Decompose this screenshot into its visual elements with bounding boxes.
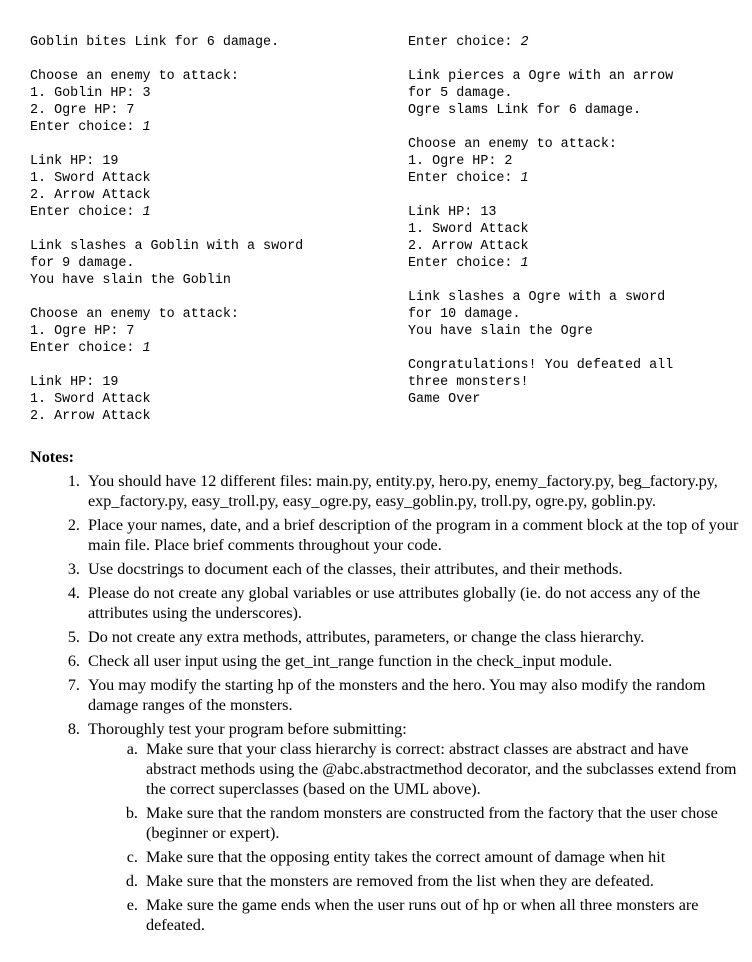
console-line <box>408 238 673 255</box>
note-text: Use docstrings to document each of the classes, their attributes, and their methods. <box>88 560 623 578</box>
console-line <box>408 34 673 51</box>
console-line <box>30 391 303 408</box>
console-line-text: for 10 damage. <box>408 307 521 322</box>
console-line <box>408 340 673 357</box>
console-line-text: Enter choice: <box>408 171 521 186</box>
console-line-text: Link HP: 19 <box>30 375 119 390</box>
console-line <box>30 136 303 153</box>
console-line-text: 1. Ogre HP: 2 <box>408 154 513 169</box>
console-line-text: 1. Sword Attack <box>408 222 529 237</box>
console-line <box>30 204 303 221</box>
console-line <box>408 306 673 323</box>
note-subitem: e. Make sure the game ends when the user runs out of hp or when all three monsters are defeated. <box>142 895 742 935</box>
console-line-text: 2. Arrow Attack <box>408 239 529 254</box>
console-line-text: Enter choice: <box>30 205 143 220</box>
note-subitem: d. Make sure that the monsters are removed from the list when they are defeated. <box>142 871 742 891</box>
console-line <box>408 391 673 408</box>
console-line <box>30 170 303 187</box>
console-line-text: Ogre slams Link for 6 damage. <box>408 103 642 118</box>
console-line <box>408 170 673 187</box>
console-line <box>30 306 303 323</box>
console-line-text: 2. Arrow Attack <box>30 188 151 203</box>
user-input-value: 1 <box>520 256 529 271</box>
notes-section <box>30 447 742 939</box>
console-line-text: 2. Arrow Attack <box>30 409 151 424</box>
console-line-text: Link HP: 19 <box>30 154 119 169</box>
console-line <box>408 221 673 238</box>
console-line-text: Choose an enemy to attack: <box>408 137 617 152</box>
console-line-text: 2. Ogre HP: 7 <box>30 103 135 118</box>
note-text: Thoroughly test your program before submitting: <box>88 720 407 738</box>
note-item <box>84 583 742 623</box>
console-line <box>408 136 673 153</box>
notes-heading: Notes: <box>30 448 75 466</box>
console-line <box>408 187 673 204</box>
console-line <box>408 374 673 391</box>
note-text: Place your names, date, and a brief description of the program in a comment block at the top of your main file. Place brief comments throughout your code. <box>88 516 739 554</box>
console-line <box>408 204 673 221</box>
console-line <box>408 102 673 119</box>
console-line <box>408 255 673 272</box>
console-line <box>408 153 673 170</box>
console-line-text: three monsters! <box>408 375 529 390</box>
console-line-text: Choose an enemy to attack: <box>30 69 239 84</box>
note-item <box>84 719 742 935</box>
console-line <box>30 187 303 204</box>
console-line <box>30 119 303 136</box>
console-line-text: 1. Sword Attack <box>30 392 151 407</box>
console-line <box>408 85 673 102</box>
note-subitem: c. Make sure that the opposing entity takes the correct amount of damage when hit <box>142 847 742 867</box>
console-line <box>408 323 673 340</box>
console-line-text: Enter choice: <box>408 256 521 271</box>
note-item <box>84 627 742 647</box>
user-input-value: 1 <box>142 205 151 220</box>
console-line-text: Enter choice: <box>30 120 143 135</box>
console-line <box>30 374 303 391</box>
console-line <box>30 34 303 51</box>
note-text: You should have 12 different files: main.py, entity.py, hero.py, enemy_factory.py, beg_factory.py, exp_factory.py, easy_troll.py, easy_ogre.py, easy_goblin.py, troll.py, ogre.py, goblin.py. <box>88 472 718 510</box>
console-line <box>30 408 303 425</box>
console-line <box>30 340 303 357</box>
console-line-text: 1. Goblin HP: 3 <box>30 86 151 101</box>
console-line <box>408 272 673 289</box>
note-subitem: b. Make sure that the random monsters are constructed from the factory that the user chose (beginner or expert). <box>142 803 742 843</box>
console-line <box>30 153 303 170</box>
console-line <box>30 85 303 102</box>
console-line-text: You have slain the Ogre <box>408 324 593 339</box>
console-line <box>408 68 673 85</box>
console-line-text: Congratulations! You defeated all <box>408 358 674 373</box>
note-item <box>84 675 742 715</box>
user-input-value: 2 <box>520 35 529 50</box>
note-text: Check all user input using the get_int_range function in the check_input module. <box>88 652 613 670</box>
console-line-text: Link HP: 13 <box>408 205 497 220</box>
console-line-text: Link slashes a Goblin with a sword <box>30 239 304 254</box>
console-line <box>408 289 673 306</box>
console-line-text: Enter choice: <box>408 35 521 50</box>
note-text: Please do not create any global variables or use attributes globally (ie. do not access any of the attributes using the underscores). <box>88 584 701 622</box>
note-item <box>84 559 742 579</box>
console-line <box>30 289 303 306</box>
console-line <box>30 221 303 238</box>
notes-list <box>30 471 742 935</box>
console-line <box>408 51 673 68</box>
note-item <box>84 515 742 555</box>
console-line-text: Game Over <box>408 392 481 407</box>
console-line <box>408 119 673 136</box>
console-line <box>30 323 303 340</box>
console-line <box>30 51 303 68</box>
user-input-value: 1 <box>520 171 529 186</box>
console-line-text: You have slain the Goblin <box>30 273 231 288</box>
console-line-text: Choose an enemy to attack: <box>30 307 239 322</box>
user-input-value: 1 <box>142 341 151 356</box>
console-line-text: 1. Ogre HP: 7 <box>30 324 135 339</box>
console-line-text: for 5 damage. <box>408 86 513 101</box>
note-sublist <box>88 739 742 935</box>
note-item <box>84 651 742 671</box>
note-text: Do not create any extra methods, attributes, parameters, or change the class hierarchy. <box>88 628 645 646</box>
console-line-text: 1. Sword Attack <box>30 171 151 186</box>
console-line <box>30 68 303 85</box>
note-subitem: a. Make sure that your class hierarchy is correct: abstract classes are abstract and have abstract methods using the @abc.abstractmethod decorator, and the subclasses extend from the correct superclasses (based on the UML above). <box>142 739 742 799</box>
console-line <box>30 357 303 374</box>
console-output-left <box>30 34 303 425</box>
console-line <box>30 102 303 119</box>
console-line-text: Link pierces a Ogre with an arrow <box>408 69 674 84</box>
console-output-right <box>408 34 673 408</box>
note-text: You may modify the starting hp of the monsters and the hero. You may also modify the random damage ranges of the monsters. <box>88 676 706 714</box>
console-line-text: Link slashes a Ogre with a sword <box>408 290 666 305</box>
console-line <box>408 357 673 374</box>
console-line <box>30 255 303 272</box>
console-line-text: Goblin bites Link for 6 damage. <box>30 35 280 50</box>
console-line <box>30 238 303 255</box>
note-item <box>84 471 742 511</box>
console-line-text: Enter choice: <box>30 341 143 356</box>
console-line <box>30 272 303 289</box>
console-line-text: for 9 damage. <box>30 256 135 271</box>
user-input-value: 1 <box>142 120 151 135</box>
